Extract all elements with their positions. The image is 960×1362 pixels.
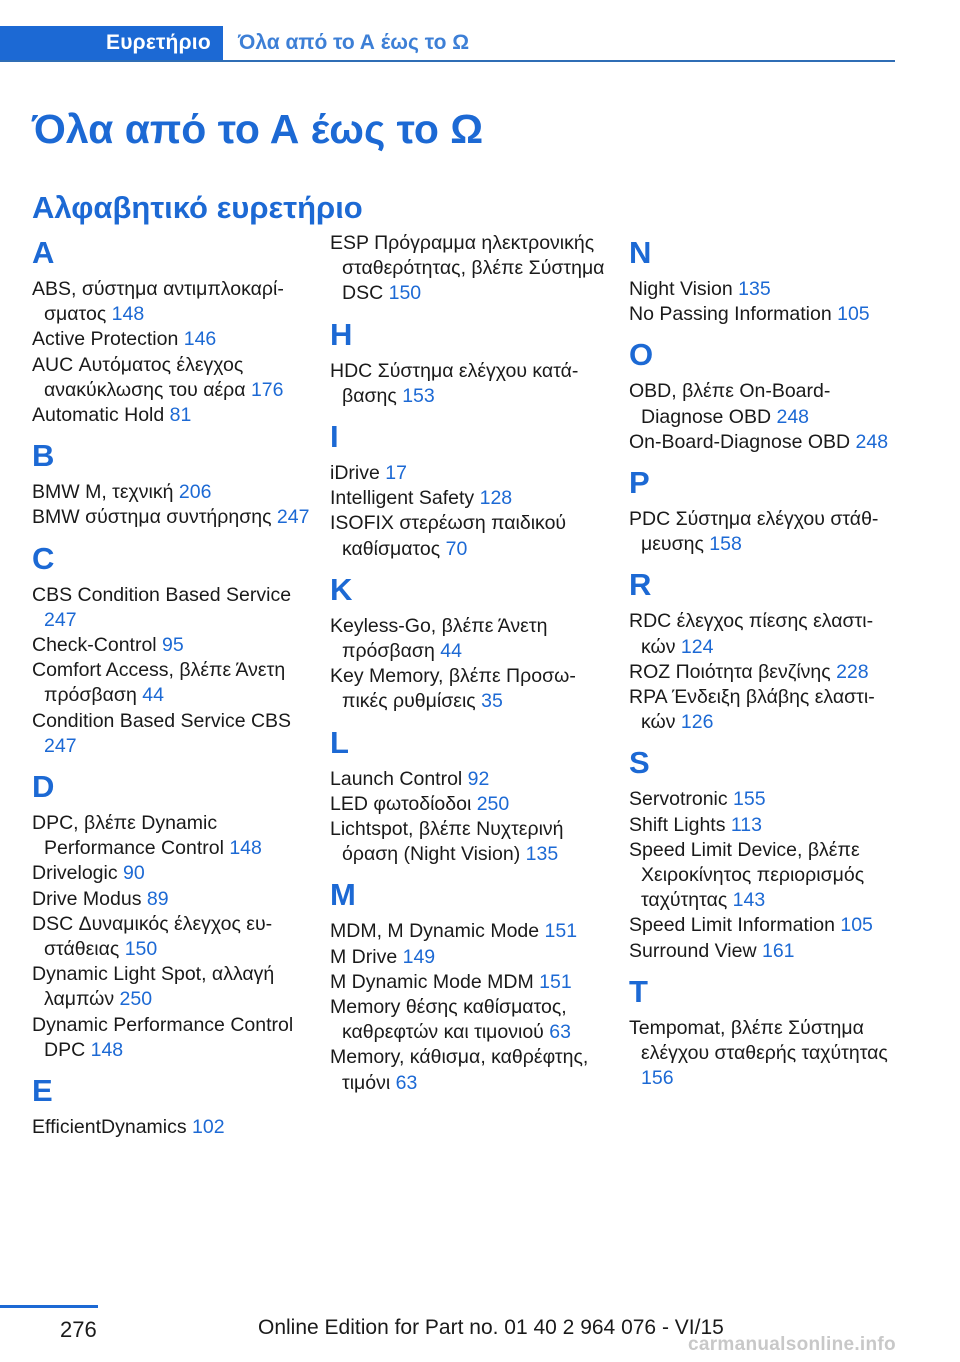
index-entry bbox=[629, 1016, 894, 1092]
index-entry-text: Condition Based Service CBS bbox=[32, 709, 292, 732]
index-entry-page-link[interactable]: 250 bbox=[119, 988, 153, 1011]
index-entry bbox=[330, 614, 610, 664]
index-letter-heading: R bbox=[629, 567, 652, 603]
index-entry bbox=[32, 1013, 312, 1063]
index-letter-heading: D bbox=[32, 769, 55, 805]
index-entry-text: HDC Σύστημα ελέγχου κατάβασης bbox=[330, 359, 579, 407]
index-entry bbox=[32, 912, 312, 962]
index-entry-page-link[interactable]: 70 bbox=[445, 537, 468, 560]
index-entry-page-link[interactable]: 63 bbox=[549, 1021, 571, 1044]
index-entry-page-link[interactable]: 250 bbox=[476, 792, 510, 815]
index-entry-text: BMW σύστημα συντήρησης bbox=[32, 506, 277, 529]
index-entry-text: iDrive bbox=[330, 462, 386, 485]
index-column-2 bbox=[330, 231, 610, 1096]
index-column-3 bbox=[629, 231, 894, 1091]
index-entry-page-link[interactable]: 135 bbox=[525, 843, 559, 866]
index-entry bbox=[32, 658, 312, 708]
index-entry bbox=[330, 461, 610, 486]
index-entry bbox=[32, 811, 312, 861]
index-entry bbox=[32, 480, 312, 505]
index-entry-text: Keyless-Go, βλέπε Άνετη πρόσβαση bbox=[330, 614, 548, 663]
index-entry-page-link[interactable]: 95 bbox=[162, 634, 184, 657]
index-entry-text: ABS, σύστημα αντιμπλοκαρίσματος bbox=[32, 278, 284, 326]
index-entry-text: RDC έλεγχος πίεσης ελαστικών bbox=[629, 610, 874, 658]
index-entry-page-link[interactable]: 35 bbox=[481, 690, 503, 713]
index-letter-heading: P bbox=[629, 465, 650, 501]
index-entry-page-link[interactable]: 206 bbox=[178, 481, 212, 504]
index-entry-page-link[interactable]: 44 bbox=[440, 640, 462, 663]
index-entry-text: Dynamic Light Spot, αλλαγή λαμπών bbox=[32, 963, 275, 1011]
index-entry bbox=[32, 709, 312, 759]
edition-note: Online Edition for Part no. 01 40 2 964 076 - VI/15 bbox=[258, 1316, 724, 1339]
index-entry-page-link[interactable]: 148 bbox=[111, 303, 145, 326]
index-letter-heading: L bbox=[330, 724, 349, 760]
index-entry-text: ROZ Ποιότητα βενζίνης bbox=[629, 660, 837, 683]
footer-rule bbox=[0, 1305, 98, 1308]
index-entry bbox=[330, 792, 610, 817]
index-entry-text: AUC Αυτόματος έλεγχος ανακύκλωσης του αέρα bbox=[32, 353, 251, 401]
index-column-1 bbox=[32, 231, 312, 1140]
index-entry-text: No Passing Information bbox=[629, 303, 838, 326]
index-entry-page-link[interactable]: 153 bbox=[402, 384, 435, 407]
index-entry-page-link[interactable]: 247 bbox=[44, 608, 77, 631]
index-entry-text: Launch Control bbox=[330, 767, 468, 790]
index-entry bbox=[629, 277, 894, 302]
index-entry-text: Intelligent Safety bbox=[330, 487, 480, 510]
index-entry-text: Check-Control bbox=[32, 634, 163, 657]
index-letter-heading: I bbox=[330, 419, 339, 455]
index-entry bbox=[629, 302, 894, 327]
index-entry bbox=[32, 1115, 312, 1140]
index-entry bbox=[32, 887, 312, 912]
index-entry bbox=[629, 685, 894, 735]
index-entry bbox=[330, 1045, 610, 1095]
index-entry-text: Active Protection bbox=[32, 328, 184, 351]
index-entry-text: Surround View bbox=[629, 939, 762, 962]
page-number: 276 bbox=[60, 1317, 97, 1342]
index-entry bbox=[330, 995, 610, 1045]
index-entry-page-link[interactable]: 146 bbox=[183, 328, 217, 351]
index-entry-page-link[interactable]: 151 bbox=[539, 970, 572, 993]
index-letter-heading: S bbox=[629, 745, 650, 781]
index-entry-text: Speed Limit Information bbox=[629, 914, 841, 937]
index-entry-page-link[interactable]: 158 bbox=[709, 533, 742, 556]
index-entry-page-link[interactable]: 155 bbox=[733, 788, 766, 811]
index-entry-page-link[interactable]: 247 bbox=[44, 734, 77, 757]
index-entry bbox=[330, 970, 610, 995]
index-entry-text: Automatic Hold bbox=[32, 404, 170, 427]
index-entry-page-link[interactable]: 248 bbox=[855, 430, 889, 453]
index-entry-text: M Drive bbox=[330, 945, 403, 968]
index-entry bbox=[32, 861, 312, 886]
index-entry-text: Speed Limit Device, βλέπε Χειροκίνητος περιορισμός ταχύτητας bbox=[629, 838, 865, 912]
index-entry bbox=[629, 913, 894, 938]
index-entry-text: ESP Πρόγραμμα ηλεκτρονικής σταθερότητας, βλέπε Σύστημα DSC bbox=[330, 232, 605, 305]
index-entry bbox=[629, 787, 894, 812]
index-entry-page-link[interactable]: 92 bbox=[467, 767, 490, 790]
index-entry bbox=[330, 486, 610, 511]
index-entry-text: DSC Δυναμικός έλεγχος ευστάθειας bbox=[32, 912, 273, 961]
index-entry bbox=[330, 945, 610, 970]
index-entry bbox=[330, 767, 610, 792]
index-entry-page-link[interactable]: 135 bbox=[738, 278, 771, 300]
index-entry bbox=[32, 403, 312, 428]
index-entry-text: LED φωτοδίοδοι bbox=[330, 792, 477, 815]
index-entry bbox=[32, 353, 312, 403]
index-letter-heading: E bbox=[32, 1073, 53, 1109]
index-entry-page-link[interactable]: 128 bbox=[479, 487, 513, 510]
index-entry bbox=[629, 609, 894, 659]
index-letter-heading: B bbox=[32, 438, 55, 474]
index-entry-text: OBD, βλέπε On-Board-Diagnose OBD bbox=[629, 380, 831, 428]
index-entry-page-link[interactable]: 161 bbox=[761, 939, 795, 962]
index-entry-page-link[interactable]: 124 bbox=[680, 635, 714, 658]
index-entry-text: On-Board-Diagnose OBD bbox=[629, 430, 856, 453]
page-subtitle: Αλφαβητικό ευρετήριο bbox=[32, 190, 363, 225]
index-entry bbox=[629, 660, 894, 685]
index-entry-text: EfficientDynamics bbox=[32, 1116, 193, 1139]
index-entry bbox=[330, 919, 610, 944]
index-entry-page-link[interactable]: 89 bbox=[146, 887, 169, 910]
index-entry bbox=[629, 379, 894, 429]
index-letter-heading: T bbox=[629, 973, 648, 1009]
index-entry-page-link[interactable]: 81 bbox=[169, 404, 192, 427]
index-entry-text: BMW M, τεχνική bbox=[32, 481, 179, 504]
index-letter-heading: N bbox=[629, 235, 652, 270]
index-entry bbox=[629, 507, 894, 557]
index-entry-page-link[interactable]: 150 bbox=[388, 282, 422, 305]
index-entry-page-link[interactable]: 151 bbox=[544, 920, 578, 943]
index-entry bbox=[330, 231, 610, 307]
header-tabbar bbox=[0, 26, 895, 62]
index-entry-page-link[interactable]: 105 bbox=[837, 303, 870, 326]
index-entry bbox=[629, 430, 894, 455]
index-entry bbox=[32, 633, 312, 658]
index-entry-text: ISOFIX στερέωση παιδικού καθίσματος bbox=[330, 512, 567, 560]
index-letter-heading: O bbox=[629, 337, 654, 373]
index-entry-page-link[interactable]: 113 bbox=[730, 813, 762, 836]
index-entry bbox=[32, 583, 312, 633]
index-entry-text: Tempomat, βλέπε Σύστημα ελέγχου σταθερής ταχύτητας bbox=[629, 1016, 888, 1065]
index-entry-text: Shift Lights bbox=[629, 813, 731, 836]
index-entry bbox=[330, 817, 610, 867]
index-entry-page-link[interactable]: 148 bbox=[90, 1038, 124, 1061]
index-entry-page-link[interactable]: 126 bbox=[680, 711, 714, 734]
index-entry bbox=[32, 962, 312, 1012]
index-entry-page-link[interactable]: 150 bbox=[124, 938, 158, 961]
index-entry bbox=[330, 511, 610, 561]
index-entry-text: DPC, βλέπε Dynamic Performance Control bbox=[32, 812, 230, 860]
index-entry-text: Key Memory, βλέπε Προσωπικές ρυθμίσεις bbox=[330, 665, 576, 713]
index-entry-page-link[interactable]: 17 bbox=[385, 462, 407, 485]
index-entry-text: Lichtspot, βλέπε Νυχτερινή όραση (Night Vision) bbox=[330, 818, 564, 866]
index-entry bbox=[32, 327, 312, 352]
index-entry-page-link[interactable]: 228 bbox=[836, 660, 869, 683]
index-entry-page-link[interactable]: 63 bbox=[395, 1071, 418, 1094]
index-entry-page-link[interactable]: 176 bbox=[250, 378, 284, 401]
index-entry bbox=[629, 939, 894, 964]
index-entry-text: Comfort Access, βλέπε Άνετη πρόσβαση bbox=[32, 659, 286, 707]
index-entry-page-link[interactable]: 143 bbox=[732, 889, 766, 912]
index-entry-text: CBS Condition Based Service bbox=[32, 583, 292, 606]
index-entry-text: Memory, κάθισμα, καθρέφτης, τιμόνι bbox=[330, 1046, 589, 1094]
index-entry-text: PDC Σύστημα ελέγχου στάθμευσης bbox=[629, 508, 879, 556]
index-entry-text: Drive Modus bbox=[32, 887, 147, 910]
watermark: carmanualsonline.info bbox=[688, 1334, 896, 1355]
index-entry bbox=[32, 277, 312, 327]
index-entry bbox=[32, 505, 312, 530]
index-entry-page-link[interactable]: 90 bbox=[123, 862, 145, 885]
breadcrumb[interactable]: Όλα από το Α έως το Ω bbox=[238, 31, 470, 54]
index-letter-heading: M bbox=[330, 877, 356, 913]
index-entry bbox=[330, 664, 610, 714]
index-entry-text: RPA Ένδειξη βλάβης ελαστικών bbox=[629, 686, 875, 734]
index-letter-heading: C bbox=[32, 540, 55, 576]
index-entry bbox=[629, 813, 894, 838]
index-entry-page-link[interactable]: 102 bbox=[192, 1116, 225, 1139]
index-entry-page-link[interactable]: 44 bbox=[142, 684, 164, 707]
index-entry bbox=[330, 359, 610, 409]
index-entry-text: Night Vision bbox=[629, 278, 739, 300]
index-entry-text: MDM, M Dynamic Mode bbox=[330, 920, 545, 943]
index-entry bbox=[629, 838, 894, 914]
index-entry-page-link[interactable]: 248 bbox=[776, 405, 810, 428]
index-entry-page-link[interactable]: 148 bbox=[229, 837, 262, 860]
index-entry-page-link[interactable]: 156 bbox=[641, 1067, 674, 1090]
index-entry-text: Dynamic Performance Control DPC bbox=[32, 1013, 294, 1061]
index-entry-text: Servotronic bbox=[629, 788, 734, 811]
index-letter-heading: A bbox=[32, 235, 55, 270]
index-entry-text: Drivelogic bbox=[32, 862, 124, 885]
index-entry-page-link[interactable]: 247 bbox=[276, 506, 310, 529]
index-entry-page-link[interactable]: 105 bbox=[840, 914, 873, 937]
index-entry-text: Memory θέσης καθίσματος, καθρεφτών και τιμονιού bbox=[330, 996, 567, 1044]
index-entry-page-link[interactable]: 149 bbox=[402, 945, 436, 968]
page-title: Όλα από το Α έως το Ω bbox=[32, 106, 484, 152]
index-entry-text: M Dynamic Mode MDM bbox=[330, 970, 540, 993]
index-letter-heading: H bbox=[330, 316, 353, 352]
index-letter-heading: K bbox=[330, 571, 353, 607]
tab-index[interactable]: Ευρετήριο bbox=[0, 26, 223, 60]
